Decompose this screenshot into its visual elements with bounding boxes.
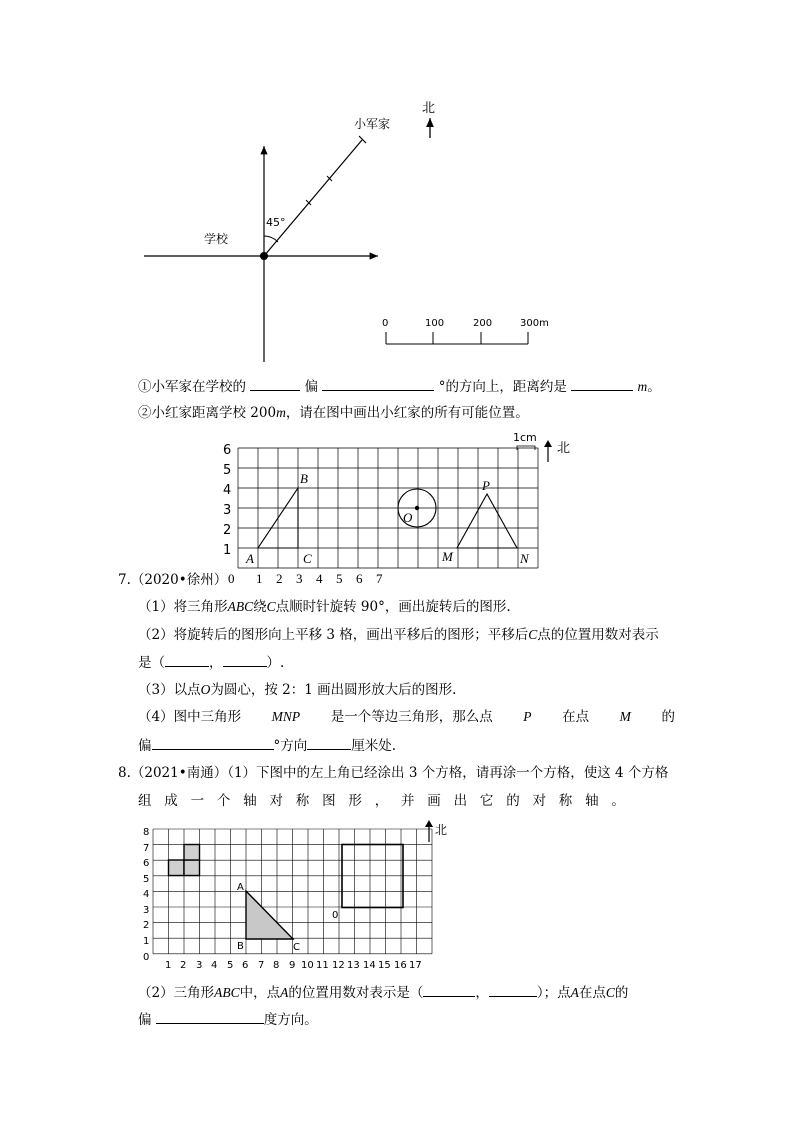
q7-sub-4: （4）图中三角形 MNP 是一个等边三角形，那么点 P 在点 M 的 [138,709,675,725]
scale-tick: 100 [425,318,445,329]
svg-text:5: 5 [143,874,150,885]
q7-sub-4-line2: 偏 °方向 厘米处. [138,738,397,754]
svg-text:4: 4 [211,960,218,971]
q7-sub-1: （1）将三角形ABC绕C点顺时针旋转 90°，画出旋转后的图形. [138,599,511,615]
q7-sub-3: （3）以点O为圆心，按 2：1 画出圆形放大后的图形. [138,682,457,698]
answer-blank[interactable] [489,983,537,997]
scale-tick: 300m [520,318,549,329]
answer-blank[interactable] [152,736,274,750]
svg-text:11: 11 [316,960,329,971]
fig3-y-ticks [143,827,149,963]
svg-text:2: 2 [180,960,187,971]
question-part-2: ②小红家距离学校 200m，请在图中画出小红家的所有可能位置。 [138,405,529,421]
point-a-label: A [246,551,254,566]
svg-text:1: 1 [165,960,172,971]
point-c-label: C [303,551,312,566]
triangle-mnp [457,494,517,548]
svg-text:4: 4 [223,483,232,498]
answer-blank[interactable] [322,377,434,391]
svg-text:1: 1 [223,543,232,558]
q8-sub-2-line2: 偏 度方向。 [138,1012,318,1028]
point-m-label: M [442,549,453,564]
svg-text:14: 14 [363,960,376,971]
svg-text:4: 4 [143,889,150,900]
answer-blank[interactable] [223,653,267,667]
school-label: 学校 [204,232,229,246]
point-p-label: P [482,478,490,493]
grid-figure-2 [135,818,465,973]
q7-heading: 7.（2020•徐州） [118,572,228,588]
home-label: 小军家 [354,117,391,131]
svg-text:8: 8 [143,827,150,838]
north-label: 北 [557,441,571,456]
svg-text:0: 0 [143,952,150,963]
svg-text:6: 6 [242,960,249,971]
scale-tick: 0 [382,318,389,329]
answer-blank[interactable] [250,377,300,391]
home-ray [264,140,362,256]
label-b: B [237,941,244,952]
label-c: C [293,942,300,953]
q7-sub-2-line2: 是（ ， ）. [138,655,285,671]
answer-blank[interactable] [307,736,351,750]
svg-text:13: 13 [347,960,360,971]
point-o-label: O [403,510,413,525]
svg-text:3: 3 [196,960,203,971]
q8-line-2: 组成一个轴对称图形，并画出它的对称轴。 [138,793,638,809]
scale-label: 1cm [513,431,537,444]
north-label: 北 [422,101,436,116]
svg-text:7: 7 [258,960,265,971]
svg-text:3: 3 [223,503,232,518]
fig3-x-ticks [165,960,422,971]
answer-blank[interactable] [571,377,633,391]
svg-text:15: 15 [378,960,391,971]
svg-text:8: 8 [273,960,280,971]
svg-text:2: 2 [143,920,150,931]
point-b-label: B [300,471,308,486]
direction-figure [130,90,570,370]
label-a: A [237,882,244,893]
scale-tick: 200 [473,318,493,329]
svg-text:6: 6 [223,443,232,458]
label-o: 0 [332,910,339,921]
svg-text:12: 12 [332,960,345,971]
answer-blank[interactable] [165,653,209,667]
svg-text:7: 7 [143,843,150,854]
svg-text:1: 1 [143,936,150,947]
q8-heading: 8.（2021•南通）（1）下图中的左上角已经涂出 3 个方格，请再涂一个方格，使这 4 个方格 [118,765,669,781]
svg-text:2: 2 [223,523,232,538]
angle-label: 45° [266,216,286,229]
triangle-abc-shaded [246,891,293,939]
scale-bar [382,318,549,344]
svg-text:6: 6 [143,858,150,869]
svg-text:5: 5 [223,463,232,478]
svg-text:17: 17 [409,960,422,971]
q8-sub-2: （2）三角形ABC中，点A的位置用数对表示是（ ， ）；点A在点C的 [138,985,629,1001]
answer-blank[interactable] [156,1010,264,1024]
north-label: 北 [435,823,448,837]
grid-figure-1 [215,428,585,590]
svg-text:5: 5 [227,960,234,971]
point-n-label: N [520,551,529,566]
y-axis-ticks [223,443,231,558]
question-part-1: ①小军家在学校的 偏 °的方向上，距离约是 m。 [138,379,661,395]
svg-text:10: 10 [301,960,314,971]
answer-blank[interactable] [423,983,475,997]
svg-text:9: 9 [289,960,296,971]
q7-sub-2: （2）将旋转后的图形向上平移 3 格，画出平移后的图形；平移后C点的位置用数对表示 [138,627,659,643]
svg-text:16: 16 [394,960,407,971]
svg-text:3: 3 [143,905,150,916]
